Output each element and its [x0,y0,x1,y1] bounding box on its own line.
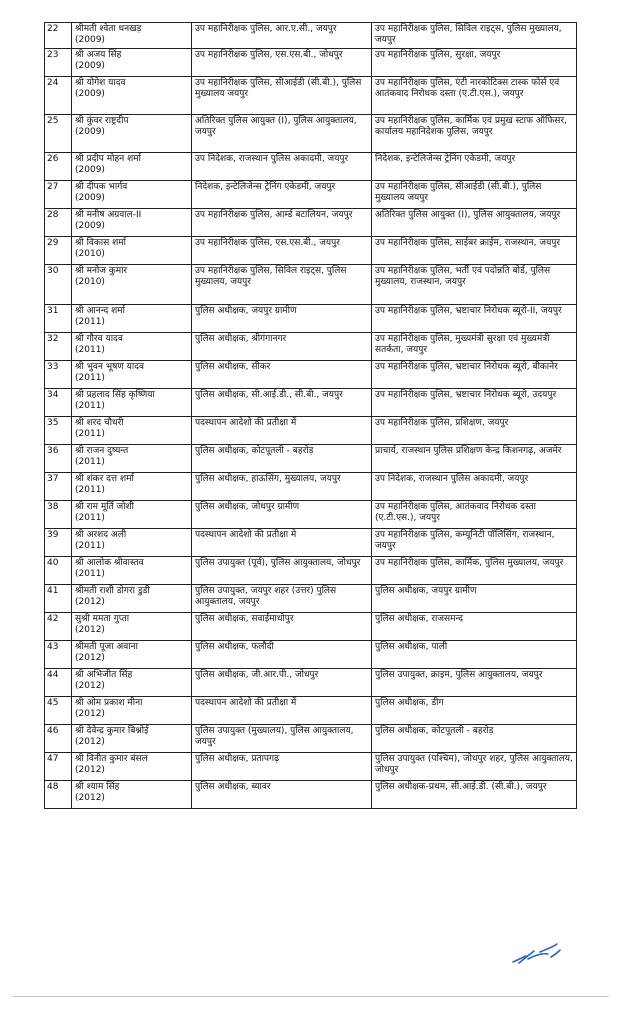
officer-cell [72,361,192,389]
table-row [45,641,577,669]
officer-batch: (2009) [75,165,105,175]
serial-number: 35 [45,417,72,445]
officer-cell [72,23,192,49]
table-row [45,585,577,613]
transfer-table-body [45,23,577,809]
page-bottom-rule [12,996,609,997]
serial-number: 37 [45,473,72,501]
serial-number: 34 [45,389,72,417]
officer-batch: (2011) [75,401,105,411]
table-row [45,473,577,501]
serial-number: 27 [45,181,72,209]
officer-batch: (2009) [75,35,105,45]
new-posting: उप महानिरीक्षक पुलिस, कार्मिक, पुलिस मुख्यालय, जयपुर [372,557,577,585]
officer-cell [72,49,192,77]
new-posting: उप महानिरीक्षक पुलिस, भर्ती एवं पदोन्नति बोर्ड, पुलिस मुख्यालय, राजस्थान, जयपुर [372,265,577,305]
serial-number: 29 [45,237,72,265]
current-posting: पुलिस अधीक्षक, सीकर [192,361,372,389]
officer-cell [72,265,192,305]
officer-batch: (2010) [75,249,105,259]
serial-number: 48 [45,781,72,809]
officer-batch: (2009) [75,89,105,99]
new-posting: उप महानिरीक्षक पुलिस, कार्मिक एवं प्रमुख स्टाफ ऑफिसर, कार्यालय महानिदेशक पुलिस, जयपुर [372,115,577,153]
table-row [45,781,577,809]
current-posting: उप महानिरीक्षक पुलिस, एस.एस.बी., जोधपुर [192,49,372,77]
serial-number: 47 [45,753,72,781]
new-posting: उप महानिरीक्षक पुलिस, मुख्यमंत्री सुरक्षा एवं मुख्यमंत्री सतर्कता, जयपुर [372,333,577,361]
current-posting: पुलिस उपायुक्त, जयपुर शहर (उत्तर) पुलिस आयुक्तालय, जयपुर [192,585,372,613]
current-posting: पुलिस अधीक्षक, सी.आई.डी., सी.बी., जयपुर [192,389,372,417]
serial-number: 30 [45,265,72,305]
new-posting: उप महानिरीक्षक पुलिस, सुरक्षा, जयपुर [372,49,577,77]
table-row [45,181,577,209]
serial-number: 23 [45,49,72,77]
officer-batch: (2011) [75,317,105,327]
serial-number: 33 [45,361,72,389]
officer-name: श्री मनीष अग्रवाल-II [75,210,142,220]
new-posting: उप महानिरीक्षक पुलिस, कम्यूनिटी पॉलिसिंग, राजस्थान, जयपुर [372,529,577,557]
current-posting: उप महानिरीक्षक पुलिस, एस.एस.बी., जयपुर [192,237,372,265]
serial-number: 46 [45,725,72,753]
officer-name: श्री प्रदीप मोहन शर्मा [75,154,141,164]
officer-name: श्री राम मूर्ति जोशी [75,502,134,512]
current-posting: पुलिस अधीक्षक, जोधपुर ग्रामीण [192,501,372,529]
officer-name: श्री श्याम सिंह [75,782,120,792]
officer-batch: (2011) [75,569,105,579]
officer-batch: (2009) [75,221,105,231]
officer-name: श्री आलोक श्रीवास्तव [75,558,144,568]
serial-number: 36 [45,445,72,473]
table-row [45,669,577,697]
officer-batch: (2011) [75,345,105,355]
table-row [45,529,577,557]
officer-name: श्री योगेश यादव [75,78,126,88]
officer-batch: (2012) [75,765,105,775]
current-posting: पुलिस अधीक्षक, ब्यावर [192,781,372,809]
new-posting: पुलिस अधीक्षक, पाली [372,641,577,669]
new-posting: निदेशक, इन्टेलिजेन्स ट्रेनिंग एकेडमी, जयपुर [372,153,577,181]
officer-cell [72,753,192,781]
new-posting: पुलिस अधीक्षक, कोटपूतली - बहरोड़ [372,725,577,753]
current-posting: अतिरिक्त पुलिस आयुक्त (I), पुलिस आयुक्तालय, जयपुर [192,115,372,153]
table-row [45,557,577,585]
current-posting: पुलिस अधीक्षक, कोटपूतली - बहरोड़ [192,445,372,473]
current-posting: उप महानिरीक्षक पुलिस, सीआईडी (सी.बी.), पुलिस मुख्यालय जयपुर [192,77,372,115]
current-posting: पुलिस अधीक्षक, प्रतापगढ़ [192,753,372,781]
new-posting: पुलिस अधीक्षक, राजसमन्द [372,613,577,641]
current-posting: पुलिस अधीक्षक, सवाईमाधोपुर [192,613,372,641]
new-posting: उप महानिरीक्षक पुलिस, एंटी नारकोटिक्स टास्क फोर्स एवं आतंकवाद निरोधक दस्ता (ए.टी.एस.), जयपुर [372,77,577,115]
officer-name: श्रीमती राशी डोगरा डुडी [75,586,150,596]
officer-name: श्री देवेन्द्र कुमार बिश्नोई [75,726,149,736]
officer-name: श्री अजय सिंह [75,50,122,60]
new-posting: पुलिस अधीक्षक-प्रथम, सी.आई.डी. (सी.बी.), जयपुर [372,781,577,809]
officer-batch: (2009) [75,61,105,71]
officer-name: श्री दीपक भार्गव [75,182,128,192]
current-posting: उप निदेशक, राजस्थान पुलिस अकादमी, जयपुर [192,153,372,181]
serial-number: 45 [45,697,72,725]
officer-cell [72,389,192,417]
table-row [45,23,577,49]
officer-cell [72,305,192,333]
new-posting: उप महानिरीक्षक पुलिस, प्रशिक्षण, जयपुर [372,417,577,445]
current-posting: पुलिस उपायुक्त (मुख्यालय), पुलिस आयुक्तालय, जयपुर [192,725,372,753]
serial-number: 41 [45,585,72,613]
officer-batch: (2012) [75,681,105,691]
officer-cell [72,529,192,557]
officer-cell [72,473,192,501]
officer-name: श्री शरद चौधरी [75,418,124,428]
officer-cell [72,333,192,361]
officer-name: श्री अरशद अली [75,530,127,540]
officer-name: श्री मनोज कुमार [75,266,128,276]
new-posting: अतिरिक्त पुलिस आयुक्त (I), पुलिस आयुक्तालय, जयपुर [372,209,577,237]
table-row [45,49,577,77]
current-posting: पुलिस उपायुक्त (पूर्व), पुलिस आयुक्तालय, जोधपुर [192,557,372,585]
table-row [45,725,577,753]
new-posting: उप महानिरीक्षक पुलिस, भ्रष्टाचार निरोधक ब्यूरो, उदयपुर [372,389,577,417]
transfer-table [44,22,577,809]
table-row [45,697,577,725]
officer-batch: (2012) [75,709,105,719]
officer-batch: (2011) [75,541,105,551]
officer-name: श्री प्रहलाद सिंह कृष्णिया [75,390,155,400]
serial-number: 31 [45,305,72,333]
officer-batch: (2011) [75,373,105,383]
officer-batch: (2009) [75,193,105,203]
serial-number: 26 [45,153,72,181]
officer-cell [72,153,192,181]
current-posting: पदस्थापन आदेशो की प्रतीक्षा में [192,697,372,725]
current-posting: पुलिस अधीक्षक, श्रीगंगानगर [192,333,372,361]
officer-batch: (2010) [75,277,105,287]
new-posting: उप महानिरीक्षक पुलिस, आतंकवाद निरोधक दस्ता (ए.टी.एस.), जयपुर [372,501,577,529]
table-row [45,237,577,265]
officer-cell [72,209,192,237]
new-posting: प्राचार्य, राजस्थान पुलिस प्रशिक्षण केन्द्र किशनगढ़, अजमेर [372,445,577,473]
table-row [45,613,577,641]
officer-cell [72,557,192,585]
new-posting: उप महानिरीक्षक पुलिस, सीआईडी (सी.बी.), पुलिस मुख्यालय जयपुर [372,181,577,209]
serial-number: 32 [45,333,72,361]
table-row [45,305,577,333]
current-posting: निदेशक, इन्टेलिजेन्स ट्रेनिंग एकेडमी, जयपुर [192,181,372,209]
officer-name: श्री ओम प्रकाश मीना [75,698,143,708]
officer-cell [72,445,192,473]
officer-cell [72,237,192,265]
current-posting: उप महानिरीक्षक पुलिस, आर्म्ड बटालियन, जयपुर [192,209,372,237]
new-posting: उप महानिरीक्षक पुलिस, भ्रष्टाचार निरोधक ब्यूरो-II, जयपुर [372,305,577,333]
officer-name: श्री भुवन भूषण यादव [75,362,144,372]
serial-number: 25 [45,115,72,153]
transfer-list-sheet [44,22,576,809]
officer-name: श्री कुंवर राष्ट्रदीप [75,116,129,126]
serial-number: 43 [45,641,72,669]
current-posting: उप महानिरीक्षक पुलिस, आर.ए.सी., जयपुर [192,23,372,49]
current-posting: पदस्थापन आदेशो की प्रतीक्षा में [192,417,372,445]
current-posting: पदस्थापन आदेशो की प्रतीक्षा मे [192,529,372,557]
serial-number: 28 [45,209,72,237]
officer-name: श्री शंकर दत्त शर्मा [75,474,134,484]
table-row [45,389,577,417]
current-posting: पुलिस अधीक्षक, फलौदी [192,641,372,669]
officer-name: सुश्री ममता गुप्ता [75,614,130,624]
new-posting: उप महानिरीक्षक पुलिस, सिविल राइट्स, पुलिस मुख्यालय, जयपुर [372,23,577,49]
table-row [45,77,577,115]
officer-batch: (2009) [75,127,105,137]
current-posting: उप महानिरीक्षक पुलिस, सिविल राइट्स, पुलिस मुख्यालय, जयपुर [192,265,372,305]
officer-name: श्रीमती श्वेता धनखड़ [75,24,142,34]
officer-name: श्री अभिजीत सिंह [75,670,133,680]
new-posting: पुलिस उपायुक्त, क्राइम, पुलिस आयुक्तालय, जयपुर [372,669,577,697]
officer-batch: (2012) [75,625,105,635]
officer-batch: (2011) [75,485,105,495]
current-posting: पुलिस अधीक्षक, जी.आर.पी., जोधपुर [192,669,372,697]
new-posting: उप महानिरीक्षक पुलिस, भ्रष्टाचार निरोधक ब्यूरो, बीकानेर [372,361,577,389]
officer-cell [72,613,192,641]
officer-cell [72,697,192,725]
current-posting: पुलिस अधीक्षक, हाऊसिंग, मुख्यालय, जयपुर [192,473,372,501]
officer-batch: (2012) [75,737,105,747]
officer-cell [72,725,192,753]
table-row [45,115,577,153]
officer-name: श्री आनन्द शर्मा [75,306,126,316]
serial-number: 44 [45,669,72,697]
table-row [45,501,577,529]
serial-number: 22 [45,23,72,49]
officer-cell [72,115,192,153]
officer-cell [72,781,192,809]
table-row [45,753,577,781]
officer-name: श्री विकास शर्मा [75,238,126,248]
officer-cell [72,669,192,697]
officer-cell [72,417,192,445]
new-posting: उप निदेशक, राजस्थान पुलिस अकादमी, जयपुर [372,473,577,501]
new-posting: पुलिस उपायुक्त (पश्चिम), जोधपुर शहर, पुलिस आयुक्तालय, जोधपुर [372,753,577,781]
officer-batch: (2011) [75,457,105,467]
serial-number: 38 [45,501,72,529]
new-posting: उप महानिरीक्षक पुलिस, साईबर क्राईम, राजस्थान, जयपुर [372,237,577,265]
officer-name: श्रीमती पूजा अवाना [75,642,138,652]
serial-number: 39 [45,529,72,557]
officer-cell [72,181,192,209]
officer-batch: (2011) [75,513,105,523]
officer-cell [72,77,192,115]
serial-number: 42 [45,613,72,641]
serial-number: 24 [45,77,72,115]
new-posting: पुलिस अधीक्षक, डीग [372,697,577,725]
officer-batch: (2012) [75,793,105,803]
table-row [45,153,577,181]
table-row [45,445,577,473]
signature-mark [510,935,562,969]
table-row [45,265,577,305]
officer-name: श्री राजन दुष्यन्त [75,446,129,456]
officer-batch: (2012) [75,653,105,663]
table-row [45,417,577,445]
officer-name: श्री विनीत कुमार बंसल [75,754,148,764]
new-posting: पुलिस अधीक्षक, जयपुर ग्रामीण [372,585,577,613]
officer-name: श्री गौरव यादव [75,334,123,344]
table-row [45,209,577,237]
table-row [45,361,577,389]
officer-batch: (2011) [75,429,105,439]
officer-cell [72,641,192,669]
officer-cell [72,501,192,529]
table-row [45,333,577,361]
serial-number: 40 [45,557,72,585]
officer-cell [72,585,192,613]
current-posting: पुलिस अधीक्षक, जयपुर ग्रामीण [192,305,372,333]
officer-batch: (2012) [75,597,105,607]
